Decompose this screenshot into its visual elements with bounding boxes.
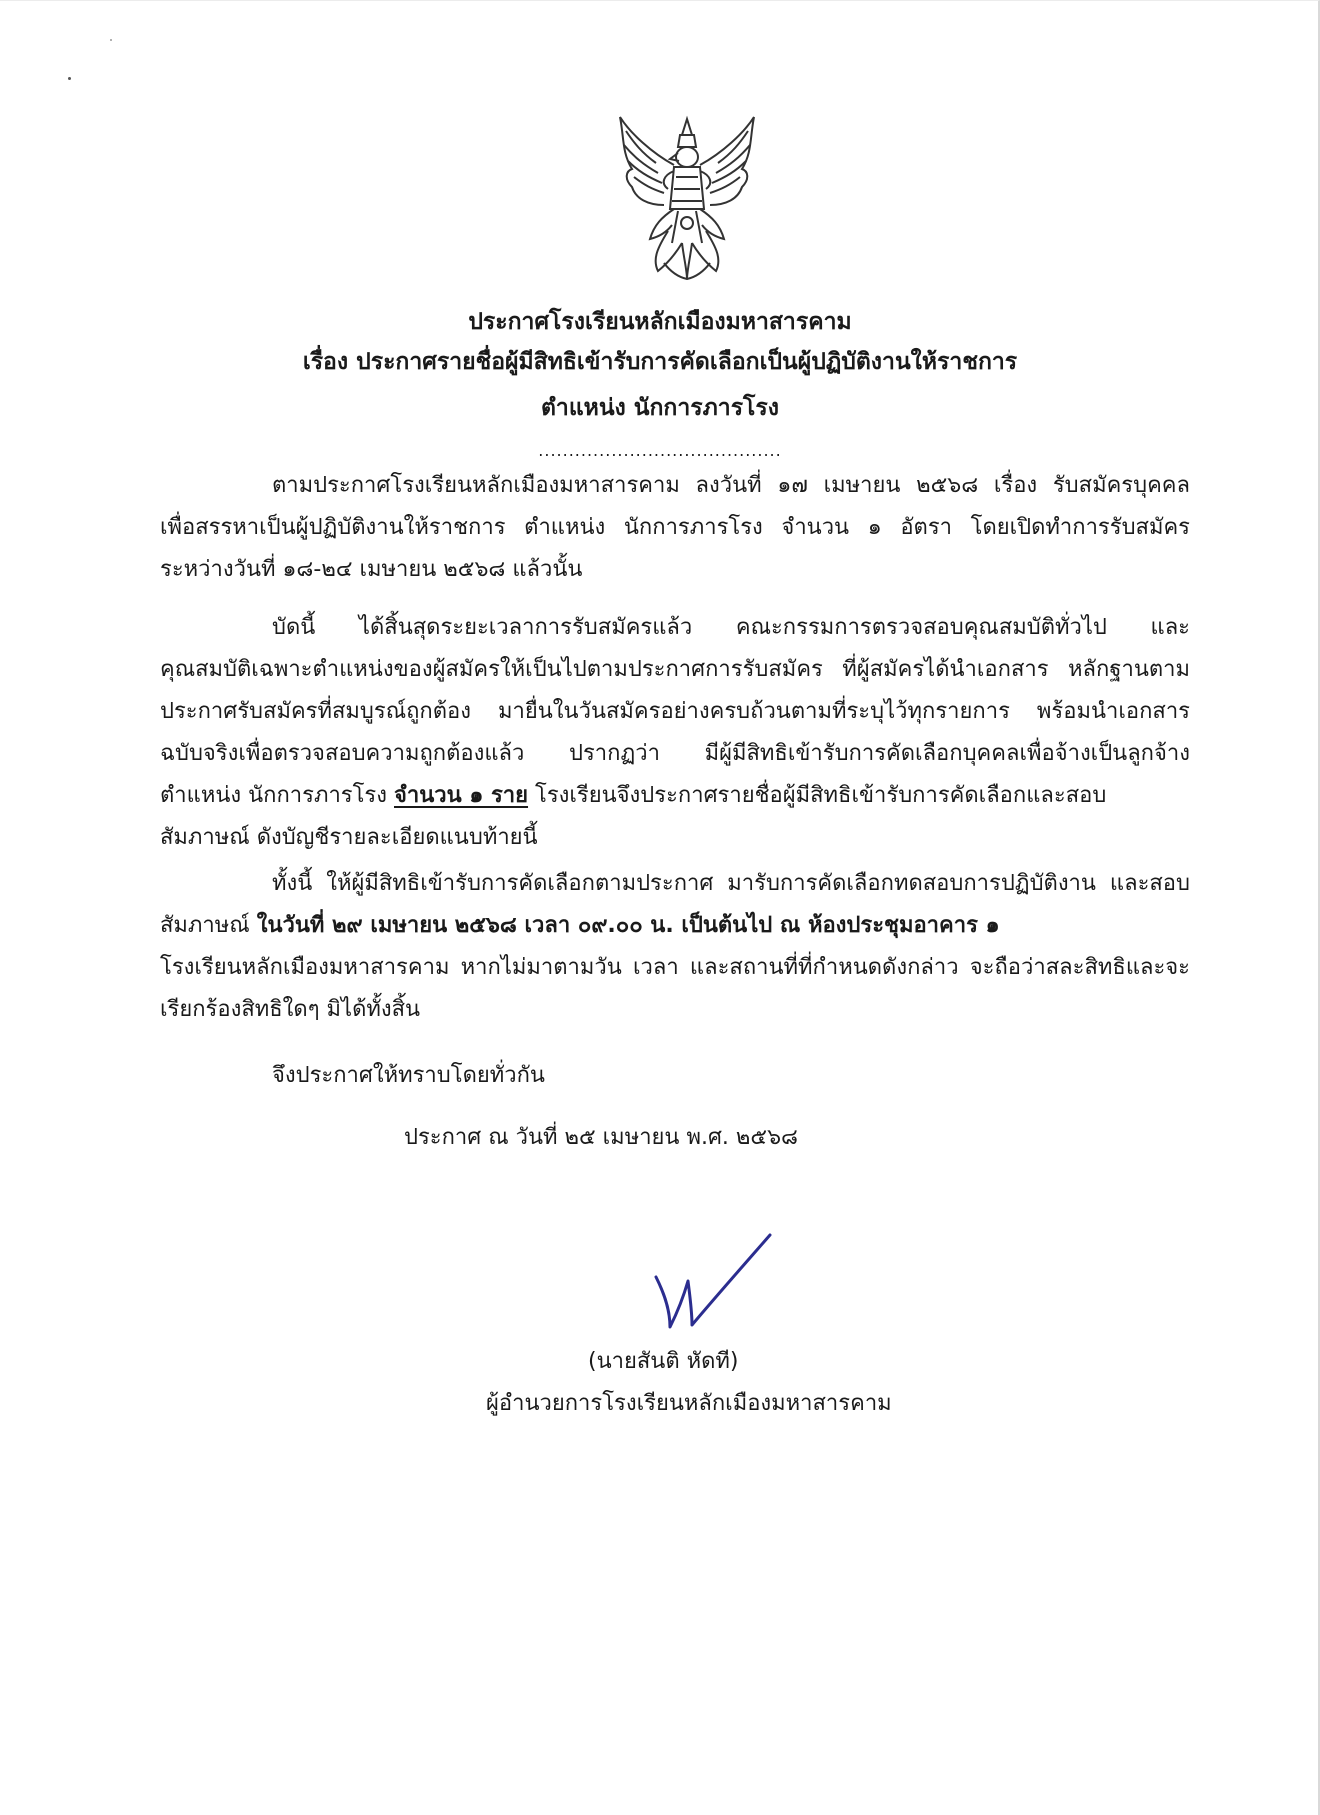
paragraph-3-line-3: โรงเรียนหลักเมืองมหาสารคาม หากไม่มาตามวัน เวลา และสถานที่ที่กำหนดดังกล่าว จะถือว่าสละสิทธิและจะ — [160, 955, 1190, 980]
paragraph-2-line-5 — [160, 781, 1106, 811]
paragraph-2-line-6: สัมภาษณ์ ดังบัญชีรายละเอียดแนบท้ายนี้ — [160, 825, 538, 850]
position-line: ตำแหน่ง นักการภารโรง — [540, 395, 779, 421]
handwritten-signature — [650, 1231, 780, 1341]
scan-speck — [68, 77, 71, 80]
paragraph-3-line-1: ทั้งนี้ ให้ผู้มีสิทธิเข้ารับการคัดเลือกตามประกาศ มารับการคัดเลือกทดสอบการปฏิบัติงาน และสอบ — [272, 871, 1190, 896]
paragraph-1-line-3: ระหว่างวันที่ ๑๘-๒๔ เมษายน ๒๕๖๘ แล้วนั้น — [160, 557, 583, 582]
paragraph-3-line-2 — [160, 911, 1000, 941]
interview-date-location: ในวันที่ ๒๙ เมษายน ๒๕๖๘ เวลา ๐๙.๐๐ น. เป็นต้นไป ณ ห้องประชุมอาคาร ๑ — [256, 913, 1000, 938]
interview-text: สัมภาษณ์ — [160, 913, 257, 938]
announcement-text: โรงเรียนจึงประกาศรายชื่อผู้มีสิทธิเข้ารับการคัดเลือกและสอบ — [528, 783, 1107, 808]
garuda-emblem-icon — [612, 113, 762, 283]
separator-dots: ........................................ — [538, 441, 782, 460]
announcement-title: ประกาศโรงเรียนหลักเมืองมหาสารคาม — [468, 309, 852, 335]
signer-name: (นายสันติ หัดที) — [588, 1349, 739, 1374]
scan-speck — [110, 39, 112, 41]
paragraph-2-line-4: ฉบับจริงเพื่อตรวจสอบความถูกต้องแล้ว ปรากฏว่า มีผู้มีสิทธิเข้ารับการคัดเลือกบุคคลเพื่อจ้างเป็นลูกจ้าง — [160, 741, 1190, 766]
applicant-count: จำนวน ๑ ราย — [394, 783, 529, 808]
paragraph-2-line-1: บัดนี้ ได้สิ้นสุดระยะเวลาการรับสมัครแล้ว คณะกรรมการตรวจสอบคุณสมบัติทั่วไป และ — [272, 615, 1190, 640]
signer-position: ผู้อำนวยการโรงเรียนหลักเมืองมหาสารคาม — [486, 1391, 892, 1416]
paragraph-1-line-2: เพื่อสรรหาเป็นผู้ปฏิบัติงานให้ราชการ ตำแหน่ง นักการภารโรง จำนวน ๑ อัตรา โดยเปิดทำการรับสมัคร — [160, 515, 1190, 540]
paragraph-2-line-2: คุณสมบัติเฉพาะตำแหน่งของผู้สมัครให้เป็นไปตามประกาศการรับสมัคร ที่ผู้สมัครได้นำเอกสาร หลักฐานตาม — [160, 657, 1190, 682]
paragraph-3-line-4: เรียกร้องสิทธิใดๆ มิได้ทั้งสิ้น — [160, 997, 421, 1022]
paragraph-1-line-1: ตามประกาศโรงเรียนหลักเมืองมหาสารคาม ลงวันที่ ๑๗ เมษายน ๒๕๖๘ เรื่อง รับสมัครบุคคล — [272, 473, 1190, 498]
subject-line: เรื่อง ประกาศรายชื่อผู้มีสิทธิเข้ารับการคัดเลือกเป็นผู้ปฏิบัติงานให้ราชการ — [302, 349, 1018, 375]
paragraph-2-line-3: ประกาศรับสมัครที่สมบูรณ์ถูกต้อง มายื่นในวันสมัครอย่างครบถ้วนตามที่ระบุไว้ทุกรายการ พร้อมนำเอกสาร — [160, 699, 1190, 724]
position-text: ตำแหน่ง นักการภารโรง — [160, 783, 394, 808]
announcement-date: ประกาศ ณ วันที่ ๒๕ เมษายน พ.ศ. ๒๕๖๘ — [404, 1125, 799, 1150]
closing-statement: จึงประกาศให้ทราบโดยทั่วกัน — [272, 1063, 545, 1088]
